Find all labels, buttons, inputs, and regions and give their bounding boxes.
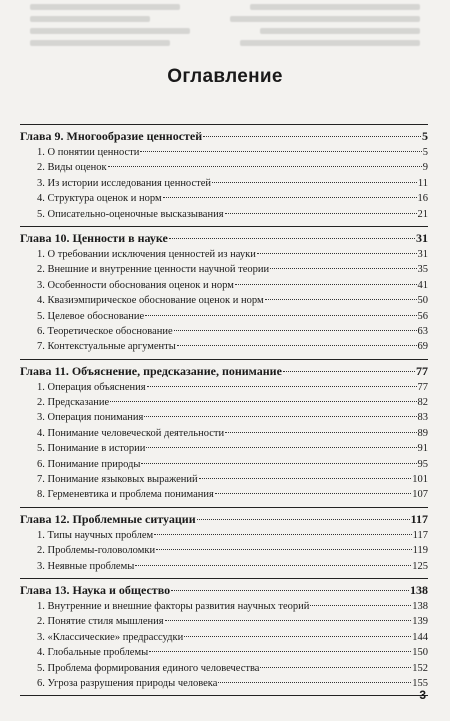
dot-leader xyxy=(225,431,416,433)
section-entry-title: 2. Внешние и внутренние ценности научной теории xyxy=(37,264,270,276)
chapter-entry-page: 77 xyxy=(416,363,428,378)
dot-leader xyxy=(154,533,411,535)
chapter-block xyxy=(20,125,428,227)
dot-leader xyxy=(140,150,421,152)
section-entry[interactable] xyxy=(20,160,428,175)
section-entry[interactable] xyxy=(20,410,428,425)
section-entry[interactable] xyxy=(20,426,428,441)
section-entry[interactable] xyxy=(20,293,428,308)
dot-leader xyxy=(108,165,422,167)
section-entry-page: 91 xyxy=(417,443,428,455)
section-entry-page: 82 xyxy=(417,397,428,409)
section-entry-title: 4. Понимание человеческой деятельности xyxy=(37,427,225,439)
section-entry-title: 3. Неявные проблемы xyxy=(37,560,135,572)
section-entry-page: 56 xyxy=(417,310,428,322)
section-entry-title: 1. Операция объяснения xyxy=(37,381,146,393)
chapter-entry[interactable] xyxy=(20,511,428,528)
section-entry-title: 4. Глобальные проблемы xyxy=(37,647,149,659)
section-entry-title: 3. «Классические» предрассудки xyxy=(37,631,184,643)
section-entry[interactable] xyxy=(20,676,428,691)
chapter-entry-page: 138 xyxy=(410,582,428,597)
section-entry[interactable] xyxy=(20,145,428,160)
section-entry-page: 21 xyxy=(417,208,428,220)
dot-leader xyxy=(265,298,417,300)
section-entry[interactable] xyxy=(20,630,428,645)
dot-leader xyxy=(145,314,416,316)
dot-leader xyxy=(270,267,416,269)
section-entry-title: 1. О требовании исключения ценностей из науки xyxy=(37,248,256,260)
dot-leader xyxy=(147,385,417,387)
dot-leader xyxy=(110,400,416,402)
section-entry-page: 119 xyxy=(412,545,428,557)
section-entry[interactable] xyxy=(20,380,428,395)
section-entry-page: 155 xyxy=(412,677,428,689)
section-entry[interactable] xyxy=(20,247,428,262)
section-entry-title: 1. Типы научных проблем xyxy=(37,529,154,541)
page-title: Оглавление xyxy=(167,66,283,87)
section-entry[interactable] xyxy=(20,528,428,543)
dot-leader xyxy=(199,477,412,479)
section-entry-page: 117 xyxy=(412,529,428,541)
section-entry-page: 41 xyxy=(417,279,428,291)
section-entry-title: 2. Понятие стиля мышления xyxy=(37,616,164,628)
chapter-entry[interactable] xyxy=(20,363,428,380)
section-entry-title: 5. Понимание в истории xyxy=(37,443,146,455)
section-entry-title: 2. Виды оценок xyxy=(37,162,107,174)
dot-leader xyxy=(174,329,417,331)
dot-leader xyxy=(177,344,417,346)
section-entry-page: 50 xyxy=(417,295,428,307)
section-entry-title: 2. Предсказание xyxy=(37,397,110,409)
section-entry-page: 95 xyxy=(417,458,428,470)
dot-leader xyxy=(135,564,411,566)
section-entry[interactable] xyxy=(20,487,428,502)
section-entry-page: 69 xyxy=(417,341,428,353)
section-entry-title: 1. Внутренние и внешние факторы развития научных теорий xyxy=(37,600,310,612)
section-entry-title: 6. Теоретическое обоснование xyxy=(37,325,173,337)
dot-leader xyxy=(165,619,412,621)
section-entry[interactable] xyxy=(20,309,428,324)
dot-leader xyxy=(225,212,417,214)
table-of-contents xyxy=(20,124,428,696)
section-entry[interactable] xyxy=(20,395,428,410)
chapter-entry[interactable] xyxy=(20,582,428,599)
section-entry-title: 7. Контекстуальные аргументы xyxy=(37,341,176,353)
chapter-entry-title: Глава 13. Наука и общество xyxy=(20,582,171,597)
section-entry-page: 16 xyxy=(417,193,428,205)
section-entry-page: 107 xyxy=(412,489,428,501)
section-entry-page: 139 xyxy=(412,616,428,628)
section-entry-page: 63 xyxy=(417,325,428,337)
section-entry-page: 5 xyxy=(422,147,428,158)
section-entry-page: 138 xyxy=(412,600,428,612)
section-entry-page: 89 xyxy=(417,427,428,439)
chapter-block xyxy=(20,508,428,579)
section-entry-title: 3. Операция понимания xyxy=(37,412,144,424)
dot-leader xyxy=(197,518,410,520)
section-entry-page: 101 xyxy=(412,474,428,486)
chapter-entry-page: 117 xyxy=(410,511,428,526)
section-entry[interactable] xyxy=(20,339,428,354)
section-entry-title: 6. Понимание природы xyxy=(37,458,141,470)
section-entry-title: 7. Понимание языковых выражений xyxy=(37,474,198,486)
dot-leader xyxy=(156,548,412,550)
chapter-entry-page: 31 xyxy=(416,230,428,245)
dot-leader xyxy=(218,681,411,683)
section-entry[interactable] xyxy=(20,191,428,206)
section-entry[interactable] xyxy=(20,472,428,487)
section-entry-page: 83 xyxy=(417,412,428,424)
section-entry[interactable] xyxy=(20,324,428,339)
section-entry-page: 125 xyxy=(412,560,428,572)
section-entry-title: 2. Проблемы-головоломки xyxy=(37,545,156,557)
section-entry[interactable] xyxy=(20,543,428,558)
section-entry-page: 11 xyxy=(417,177,428,189)
section-entry-page: 31 xyxy=(417,248,428,260)
section-entry-page: 150 xyxy=(412,647,428,659)
section-entry[interactable] xyxy=(20,614,428,629)
section-entry-title: 8. Герменевтика и проблема понимания xyxy=(37,489,214,501)
section-entry[interactable] xyxy=(20,278,428,293)
section-entry-title: 5. Проблема формирования единого человечества xyxy=(37,662,260,674)
dot-leader xyxy=(257,252,417,254)
dot-leader xyxy=(283,370,415,372)
show-through-text xyxy=(0,0,450,60)
dot-leader xyxy=(235,283,417,285)
section-entry[interactable] xyxy=(20,457,428,472)
chapter-entry[interactable] xyxy=(20,230,428,247)
section-entry[interactable] xyxy=(20,176,428,191)
section-entry[interactable] xyxy=(20,441,428,456)
dot-leader xyxy=(212,181,417,183)
dot-leader xyxy=(203,135,421,137)
section-entry-title: 4. Квазиэмпирическое обоснование оценок и норм xyxy=(37,295,264,307)
page-number: 3 xyxy=(419,688,426,702)
dot-leader xyxy=(163,196,417,198)
section-entry-page: 77 xyxy=(417,381,428,393)
chapter-block xyxy=(20,579,428,696)
chapter-entry-title: Глава 9. Многообразие ценностей xyxy=(20,129,203,143)
dot-leader xyxy=(149,650,411,652)
section-entry[interactable] xyxy=(20,262,428,277)
chapter-entry-page: 5 xyxy=(422,129,428,143)
dot-leader xyxy=(260,666,411,668)
section-entry[interactable] xyxy=(20,661,428,676)
section-entry[interactable] xyxy=(20,599,428,614)
chapter-block xyxy=(20,360,428,508)
chapter-entry-title: Глава 10. Ценности в науке xyxy=(20,230,168,245)
chapter-block xyxy=(20,227,428,360)
section-entry-page: 9 xyxy=(422,162,428,174)
section-entry-title: 3. Особенности обоснования оценок и норм xyxy=(37,279,234,291)
section-entry[interactable] xyxy=(20,559,428,574)
section-entry-page: 152 xyxy=(412,662,428,674)
chapter-entry[interactable] xyxy=(20,128,428,145)
dot-leader xyxy=(146,446,416,448)
section-entry[interactable] xyxy=(20,645,428,660)
section-entry-page: 144 xyxy=(412,631,428,643)
dot-leader xyxy=(141,462,416,464)
section-entry-title: 1. О понятии ценности xyxy=(37,147,140,158)
dot-leader xyxy=(215,492,411,494)
section-entry-title: 5. Описательно-оценочные высказывания xyxy=(37,208,224,220)
chapter-entry-title: Глава 11. Объяснение, предсказание, понимание xyxy=(20,363,282,378)
dot-leader xyxy=(184,635,411,637)
section-entry-title: 5. Целевое обоснование xyxy=(37,310,145,322)
dot-leader xyxy=(171,589,409,591)
dot-leader xyxy=(310,604,411,606)
dot-leader xyxy=(144,415,416,417)
section-entry-title: 6. Угроза разрушения природы человека xyxy=(37,677,218,689)
section-entry[interactable] xyxy=(20,207,428,222)
section-entry-title: 3. Из истории исследования ценностей xyxy=(37,177,211,189)
dot-leader xyxy=(169,237,415,239)
section-entry-title: 4. Структура оценок и норм xyxy=(37,193,162,205)
section-entry-page: 35 xyxy=(417,264,428,276)
chapter-entry-title: Глава 12. Проблемные ситуации xyxy=(20,511,196,526)
